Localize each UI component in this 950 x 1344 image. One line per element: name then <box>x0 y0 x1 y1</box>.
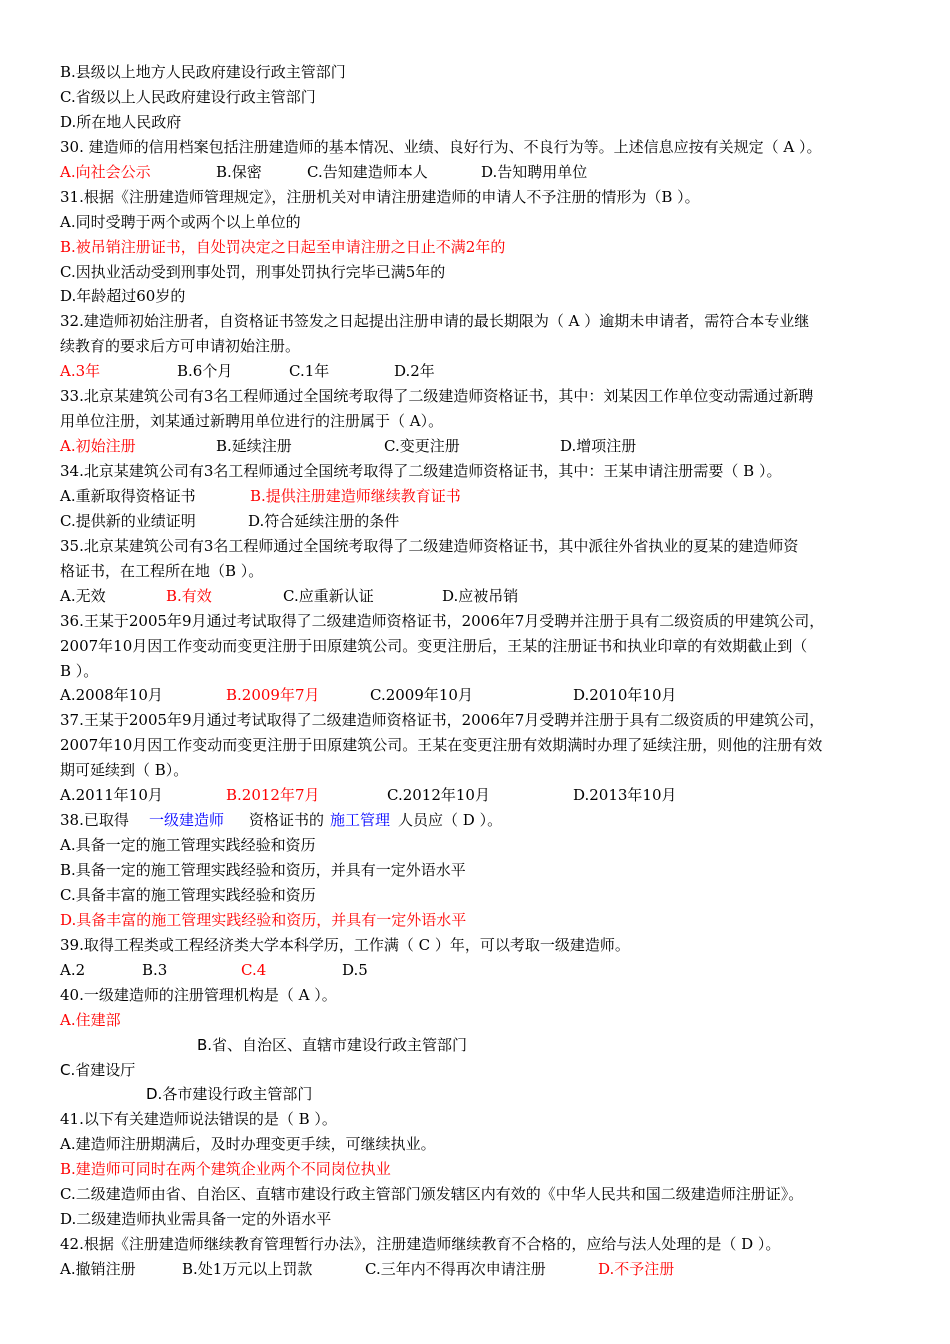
link-text[interactable]: 一级建造师 <box>149 811 225 830</box>
line-text: A.撤销注册 <box>60 1260 136 1278</box>
text-line <box>60 1132 910 1157</box>
text-line <box>60 659 910 684</box>
line-text: C.1年 <box>289 362 330 381</box>
line-text: 40.一级建造师的注册管理机构是（ A ）。 <box>60 985 337 1004</box>
line-text: 42.根据《注册建造师继续教育管理暂行办法》，注册建造师继续教育不合格的，应给与法人处理的是（ D ）。 <box>60 1235 781 1254</box>
line-text: D.年龄超过60岁的 <box>60 287 186 306</box>
text-line <box>60 758 910 783</box>
text-line <box>60 235 910 260</box>
line-text: 36.王某于2005年9月通过考试取得了二级建造师资格证书，2006年7月受聘并注册于具有二级资质的甲建筑公司， <box>60 611 825 630</box>
line-text: D.告知聘用单位 <box>481 162 588 181</box>
line-text: 2007年10月因工作变动而变更注册于田原建筑公司。王某在变更注册有效期满时办理了延续注册，则他的注册有效 <box>60 736 823 755</box>
text-line <box>60 1182 910 1207</box>
answer-text: B.被吊销注册证书，自处罚决定之日起至申请注册之日止不满2年的 <box>60 237 506 256</box>
text-line <box>60 534 910 559</box>
line-text: B ）。 <box>60 661 99 680</box>
text-line <box>60 210 910 235</box>
answer-text: D.不予注册 <box>598 1260 675 1278</box>
text-line <box>60 584 910 609</box>
answer-text: B.有效 <box>166 586 212 605</box>
line-text: A.2008年10月 <box>60 686 163 705</box>
line-text: C.变更注册 <box>384 437 460 456</box>
answer-text: A.3年 <box>60 362 101 381</box>
text-line <box>60 933 910 958</box>
text-line <box>60 1257 910 1282</box>
line-text: 31.根据《注册建造师管理规定》，注册机关对申请注册建造师的申请人不予注册的情形为（B ）。 <box>60 187 700 206</box>
line-text: B.6个月 <box>177 362 233 381</box>
text-line <box>60 908 910 933</box>
line-text: D.所在地人民政府 <box>60 112 182 131</box>
line-text: C.2009年10月 <box>370 686 473 705</box>
line-text: D.增项注册 <box>560 437 637 456</box>
text-line <box>60 1082 910 1107</box>
line-text: A.2011年10月 <box>60 786 163 805</box>
line-text: B.处1万元以上罚款 <box>182 1260 313 1278</box>
text-line <box>60 135 910 160</box>
text-line <box>60 284 910 309</box>
answer-text: A.住建部 <box>60 1010 121 1029</box>
text-line <box>60 609 910 634</box>
text-line <box>60 260 910 285</box>
answer-text: C.4 <box>241 960 267 979</box>
text-line <box>60 1107 910 1132</box>
line-text: 资格证书的 <box>249 811 325 830</box>
line-text: C.三年内不得再次申请注册 <box>365 1260 546 1278</box>
text-line <box>60 160 910 185</box>
line-text: A.建造师注册期满后，及时办理变更手续，可继续执业。 <box>60 1135 436 1154</box>
link-text[interactable]: 施工管理 <box>330 811 391 830</box>
line-text: 人员应（ D ）。 <box>398 811 503 830</box>
text-line <box>60 185 910 210</box>
line-text: 续教育的要求后方可申请初始注册。 <box>60 337 301 356</box>
line-text: A.具备一定的施工管理实践经验和资历 <box>60 836 316 855</box>
line-text: A.同时受聘于两个或两个以上单位的 <box>60 212 301 231</box>
answer-text: D.具备丰富的施工管理实践经验和资历，并具有一定外语水平 <box>60 910 467 929</box>
line-text: C.省建设厅 <box>60 1060 136 1079</box>
line-text: 30. 建造师的信用档案包括注册建造师的基本情况、业绩、良好行为、不良行为等。上述信息应按有关规定（ A ）。 <box>60 137 822 156</box>
line-text: C.2012年10月 <box>387 786 490 805</box>
line-text: D.2年 <box>394 362 435 381</box>
text-line <box>60 459 910 484</box>
text-line <box>60 484 910 509</box>
text-line <box>60 334 910 359</box>
line-text: D.各市建设行政主管部门 <box>146 1085 313 1104</box>
text-line <box>60 1232 910 1257</box>
text-line <box>60 1207 910 1232</box>
text-line <box>60 858 910 883</box>
line-text: 38.已取得 <box>60 811 129 830</box>
line-text: A.无效 <box>60 586 106 605</box>
line-text: 用单位注册，刘某通过新聘用单位进行的注册属于（ A）。 <box>60 412 444 431</box>
text-line <box>60 708 910 733</box>
text-line <box>60 783 910 808</box>
line-text: 34.北京某建筑公司有3名工程师通过全国统考取得了二级建造师资格证书，其中：王某申请注册需要（ B ）。 <box>60 462 782 480</box>
line-text: D.二级建造师执业需具备一定的外语水平 <box>60 1210 332 1229</box>
text-line <box>60 634 910 659</box>
text-line <box>60 1157 910 1182</box>
line-text: 期可延续到（ B）。 <box>60 761 189 780</box>
line-text: A.重新取得资格证书 <box>60 486 196 505</box>
answer-text: B.建造师可同时在两个建筑企业两个不同岗位执业 <box>60 1160 391 1179</box>
text-line <box>60 359 910 384</box>
line-text: 33.北京某建筑公司有3名工程师通过全国统考取得了二级建造师资格证书，其中：刘某因工作单位变动需通过新聘 <box>60 387 814 406</box>
line-text: D.2013年10月 <box>573 786 677 805</box>
text-line <box>60 309 910 334</box>
line-text: B.省、自治区、直辖市建设行政主管部门 <box>197 1035 468 1054</box>
text-line <box>60 733 910 758</box>
text-line <box>60 1033 910 1058</box>
text-line <box>60 384 910 409</box>
text-line <box>60 958 910 983</box>
line-text: C.省级以上人民政府建设行政主管部门 <box>60 87 316 106</box>
line-text: C.二级建造师由省、自治区、直辖市建设行政主管部门颁发辖区内有效的《中华人民共和国二级建造师注册证》。 <box>60 1185 804 1204</box>
text-line <box>60 110 910 135</box>
text-line <box>60 883 910 908</box>
line-text: 37.王某于2005年9月通过考试取得了二级建造师资格证书，2006年7月受聘并注册于具有二级资质的甲建筑公司， <box>60 711 825 730</box>
line-text: C.具备丰富的施工管理实践经验和资历 <box>60 885 316 904</box>
line-text: D.2010年10月 <box>573 686 677 705</box>
answer-text: B.2009年7月 <box>226 686 320 705</box>
text-line <box>60 60 910 85</box>
line-text: 39.取得工程类或工程经济类大学本科学历，工作满（ C ）年，可以考取一级建造师。 <box>60 935 630 954</box>
text-line <box>60 1058 910 1083</box>
line-text: D.5 <box>342 960 368 979</box>
line-text: B.保密 <box>216 162 262 181</box>
answer-text: A.向社会公示 <box>60 162 151 181</box>
line-text: D.符合延续注册的条件 <box>248 511 400 530</box>
text-line <box>60 409 910 434</box>
line-text: B.县级以上地方人民政府建设行政主管部门 <box>60 63 346 81</box>
answer-text: B.提供注册建造师继续教育证书 <box>250 486 461 505</box>
text-line <box>60 559 910 584</box>
text-line <box>60 808 910 833</box>
line-text: B.3 <box>142 960 168 979</box>
line-text: 32.建造师初始注册者，自资格证书签发之日起提出注册申请的最长期限为（ A ）逾期未申请者，需符合本专业继 <box>60 312 810 331</box>
line-text: B.延续注册 <box>216 437 292 456</box>
line-text: 41.以下有关建造师说法错误的是（ B ）。 <box>60 1110 337 1129</box>
answer-text: B.2012年7月 <box>226 786 320 805</box>
text-line <box>60 1008 910 1033</box>
text-line <box>60 683 910 708</box>
answer-text: A.初始注册 <box>60 437 136 456</box>
text-line <box>60 509 910 534</box>
line-text: 35.北京某建筑公司有3名工程师通过全国统考取得了二级建造师资格证书，其中派往外省执业的夏某的建造师资 <box>60 536 799 555</box>
line-text: C.因执业活动受到刑事处罚，刑事处罚执行完毕已满5年的 <box>60 262 446 281</box>
line-text: C.应重新认证 <box>283 586 374 605</box>
text-line <box>60 434 910 459</box>
line-text: B.具备一定的施工管理实践经验和资历，并具有一定外语水平 <box>60 861 466 879</box>
line-text: A.2 <box>60 960 86 979</box>
line-text: C.提供新的业绩证明 <box>60 511 196 530</box>
text-line <box>60 85 910 110</box>
line-text: 2007年10月因工作变动而变更注册于田原建筑公司。变更注册后，王某的注册证书和执业印章的有效期截止到（ <box>60 636 808 655</box>
question-list <box>60 60 910 1282</box>
line-text: 格证书，在工程所在地（B ）。 <box>60 561 264 580</box>
text-line <box>60 983 910 1008</box>
line-text: C.告知建造师本人 <box>307 162 428 181</box>
line-text: D.应被吊销 <box>442 586 519 605</box>
text-line <box>60 833 910 858</box>
